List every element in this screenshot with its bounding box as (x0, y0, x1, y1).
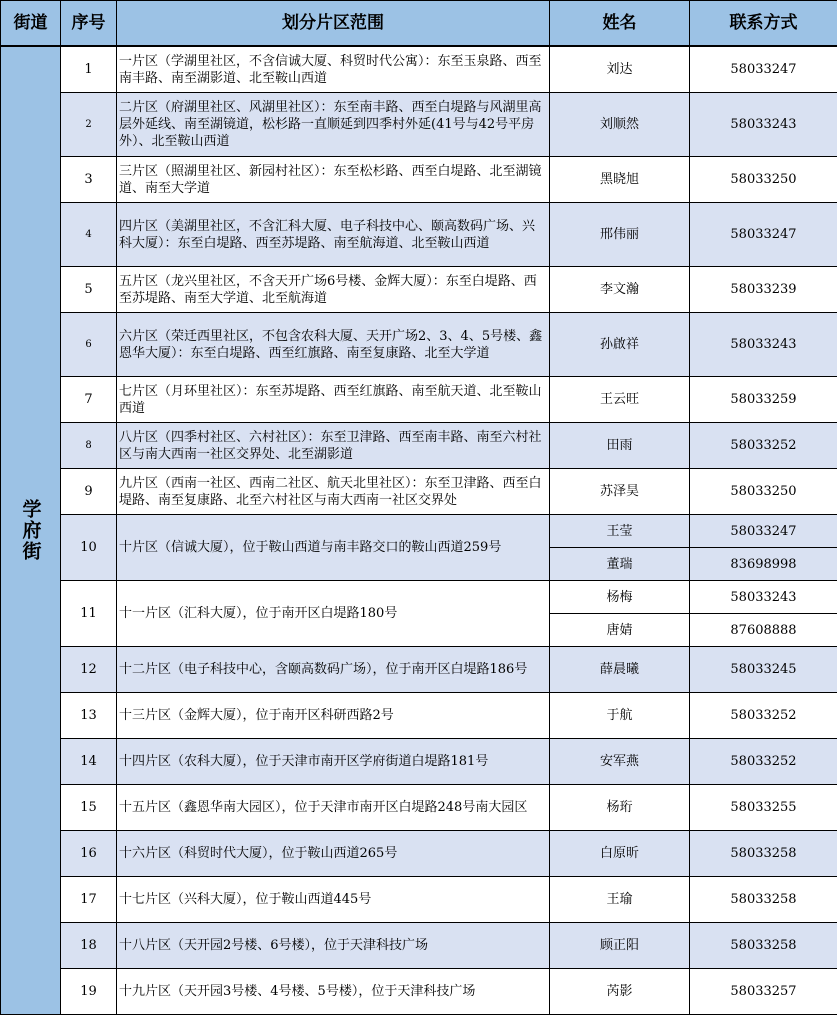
header-area: 划分片区范围 (117, 1, 550, 47)
seq-cell: 1 (61, 46, 117, 93)
table-row (1, 267, 837, 313)
name-cell: 芮影 (550, 969, 690, 1015)
area-cell: 十三片区（金辉大厦），位于南开区科研西路2号 (117, 693, 550, 739)
seq-cell: 17 (61, 877, 117, 923)
area-cell: 四片区（美湖里社区，不含汇科大厦、电子科技中心、颐高数码广场、兴科大厦）：东至白堤路、西至苏堤路、南至航海道、北至鞍山西道 (117, 203, 550, 267)
seq-cell: 2 (61, 93, 117, 157)
name-cell: 薛晨曦 (550, 647, 690, 693)
area-cell: 十二片区（电子科技中心，含颐高数码广场），位于南开区白堤路186号 (117, 647, 550, 693)
seq-cell: 12 (61, 647, 117, 693)
table-row (1, 515, 837, 548)
seq-cell: 19 (61, 969, 117, 1015)
table-row (1, 647, 837, 693)
phone-cell: 87608888 (690, 614, 837, 647)
phone-cell: 58033258 (690, 831, 837, 877)
name-cell: 田雨 (550, 423, 690, 469)
table-row (1, 423, 837, 469)
seq-cell: 11 (61, 581, 117, 647)
area-cell: 九片区（西南一社区、西南二社区、航天北里社区）：东至卫津路、西至白堤路、南至复康路、北至六村社区与南大西南一社区交界处 (117, 469, 550, 515)
phone-cell: 58033258 (690, 923, 837, 969)
phone-cell: 58033259 (690, 377, 837, 423)
table-row (1, 877, 837, 923)
seq-cell: 16 (61, 831, 117, 877)
seq-cell: 4 (61, 203, 117, 267)
name-cell: 王瑜 (550, 877, 690, 923)
name-cell: 刘达 (550, 46, 690, 93)
phone-cell: 58033247 (690, 515, 837, 548)
phone-cell: 58033252 (690, 739, 837, 785)
table-row (1, 469, 837, 515)
name-cell: 白原昕 (550, 831, 690, 877)
phone-cell: 83698998 (690, 548, 837, 581)
area-cell: 八片区（四季村社区、六村社区）：东至卫津路、西至南丰路、南至六村社区与南大西南一社区交界处、北至湖影道 (117, 423, 550, 469)
table-row (1, 969, 837, 1015)
name-cell: 杨梅 (550, 581, 690, 614)
table-row (1, 923, 837, 969)
name-cell: 于航 (550, 693, 690, 739)
area-cell: 五片区（龙兴里社区，不含天开广场6号楼、金辉大厦）：东至白堤路、西至苏堤路、南至大学道、北至航海道 (117, 267, 550, 313)
table-row (1, 785, 837, 831)
table-row (1, 203, 837, 267)
name-cell: 刘顺然 (550, 93, 690, 157)
name-cell: 王莹 (550, 515, 690, 548)
name-cell: 杨珩 (550, 785, 690, 831)
header-name: 姓名 (550, 1, 690, 47)
seq-cell: 15 (61, 785, 117, 831)
area-cell: 十八片区（天开园2号楼、6号楼），位于天津科技广场 (117, 923, 550, 969)
name-cell: 苏泽昊 (550, 469, 690, 515)
phone-cell: 58033247 (690, 203, 837, 267)
header-street: 街道 (1, 1, 61, 47)
area-cell: 十片区（信诚大厦），位于鞍山西道与南丰路交口的鞍山西道259号 (117, 515, 550, 581)
phone-cell: 58033258 (690, 877, 837, 923)
phone-cell: 58033239 (690, 267, 837, 313)
seq-cell: 10 (61, 515, 117, 581)
phone-cell: 58033257 (690, 969, 837, 1015)
phone-cell: 58033243 (690, 313, 837, 377)
table-row (1, 46, 837, 93)
area-cell: 十五片区（鑫恩华南大园区），位于天津市南开区白堤路248号南大园区 (117, 785, 550, 831)
area-cell: 六片区（荣迁西里社区，不包含农科大厦、天开广场2、3、4、5号楼、鑫恩华大厦）：东至白堤路、西至红旗路、南至复康路、北至大学道 (117, 313, 550, 377)
name-cell: 董瑞 (550, 548, 690, 581)
name-cell: 安军燕 (550, 739, 690, 785)
name-cell: 王云旺 (550, 377, 690, 423)
area-cell: 三片区（照湖里社区、新园村社区）：东至松杉路、西至白堤路、北至湖镜道、南至大学道 (117, 157, 550, 203)
name-cell: 孙啟祥 (550, 313, 690, 377)
area-cell: 十七片区（兴科大厦），位于鞍山西道445号 (117, 877, 550, 923)
table-row (1, 377, 837, 423)
phone-cell: 58033255 (690, 785, 837, 831)
phone-cell: 58033250 (690, 469, 837, 515)
phone-cell: 58033252 (690, 693, 837, 739)
seq-cell: 9 (61, 469, 117, 515)
area-cell: 一片区（学湖里社区，不含信诚大厦、科贸时代公寓）：东至玉泉路、西至南丰路、南至湖影道、北至鞍山西道 (117, 46, 550, 93)
name-cell: 唐婧 (550, 614, 690, 647)
table-row (1, 581, 837, 614)
area-cell: 十一片区（汇科大厦），位于南开区白堤路180号 (117, 581, 550, 647)
phone-cell: 58033245 (690, 647, 837, 693)
phone-cell: 58033250 (690, 157, 837, 203)
seq-cell: 3 (61, 157, 117, 203)
table-row (1, 739, 837, 785)
seq-cell: 18 (61, 923, 117, 969)
phone-cell: 58033247 (690, 46, 837, 93)
name-cell: 李文瀚 (550, 267, 690, 313)
table-row (1, 693, 837, 739)
name-cell: 邢伟丽 (550, 203, 690, 267)
phone-cell: 58033252 (690, 423, 837, 469)
seq-cell: 7 (61, 377, 117, 423)
seq-cell: 13 (61, 693, 117, 739)
phone-cell: 58033243 (690, 93, 837, 157)
area-cell: 十四片区（农科大厦），位于天津市南开区学府街道白堤路181号 (117, 739, 550, 785)
name-cell: 顾正阳 (550, 923, 690, 969)
table-row (1, 93, 837, 157)
table-row (1, 157, 837, 203)
seq-cell: 8 (61, 423, 117, 469)
phone-cell: 58033243 (690, 581, 837, 614)
seq-cell: 6 (61, 313, 117, 377)
header-contact: 联系方式 (690, 1, 837, 47)
seq-cell: 5 (61, 267, 117, 313)
area-cell: 七片区（月环里社区）：东至苏堤路、西至红旗路、南至航天道、北至鞍山西道 (117, 377, 550, 423)
header-seq: 序号 (61, 1, 117, 47)
seq-cell: 14 (61, 739, 117, 785)
area-cell: 二片区（府湖里社区、风湖里社区）：东至南丰路、西至白堤路与风湖里高层外延线、南至湖镜道，松杉路一直顺延到四季村外延(41号与42号平房外）、北至鞍山西道 (117, 93, 550, 157)
table-row (1, 831, 837, 877)
table-row (1, 313, 837, 377)
area-cell: 十六片区（科贸时代大厦），位于鞍山西道265号 (117, 831, 550, 877)
name-cell: 黑晓旭 (550, 157, 690, 203)
street-cell: 学府街 (1, 46, 61, 1015)
area-cell: 十九片区（天开园3号楼、4号楼、5号楼），位于天津科技广场 (117, 969, 550, 1015)
